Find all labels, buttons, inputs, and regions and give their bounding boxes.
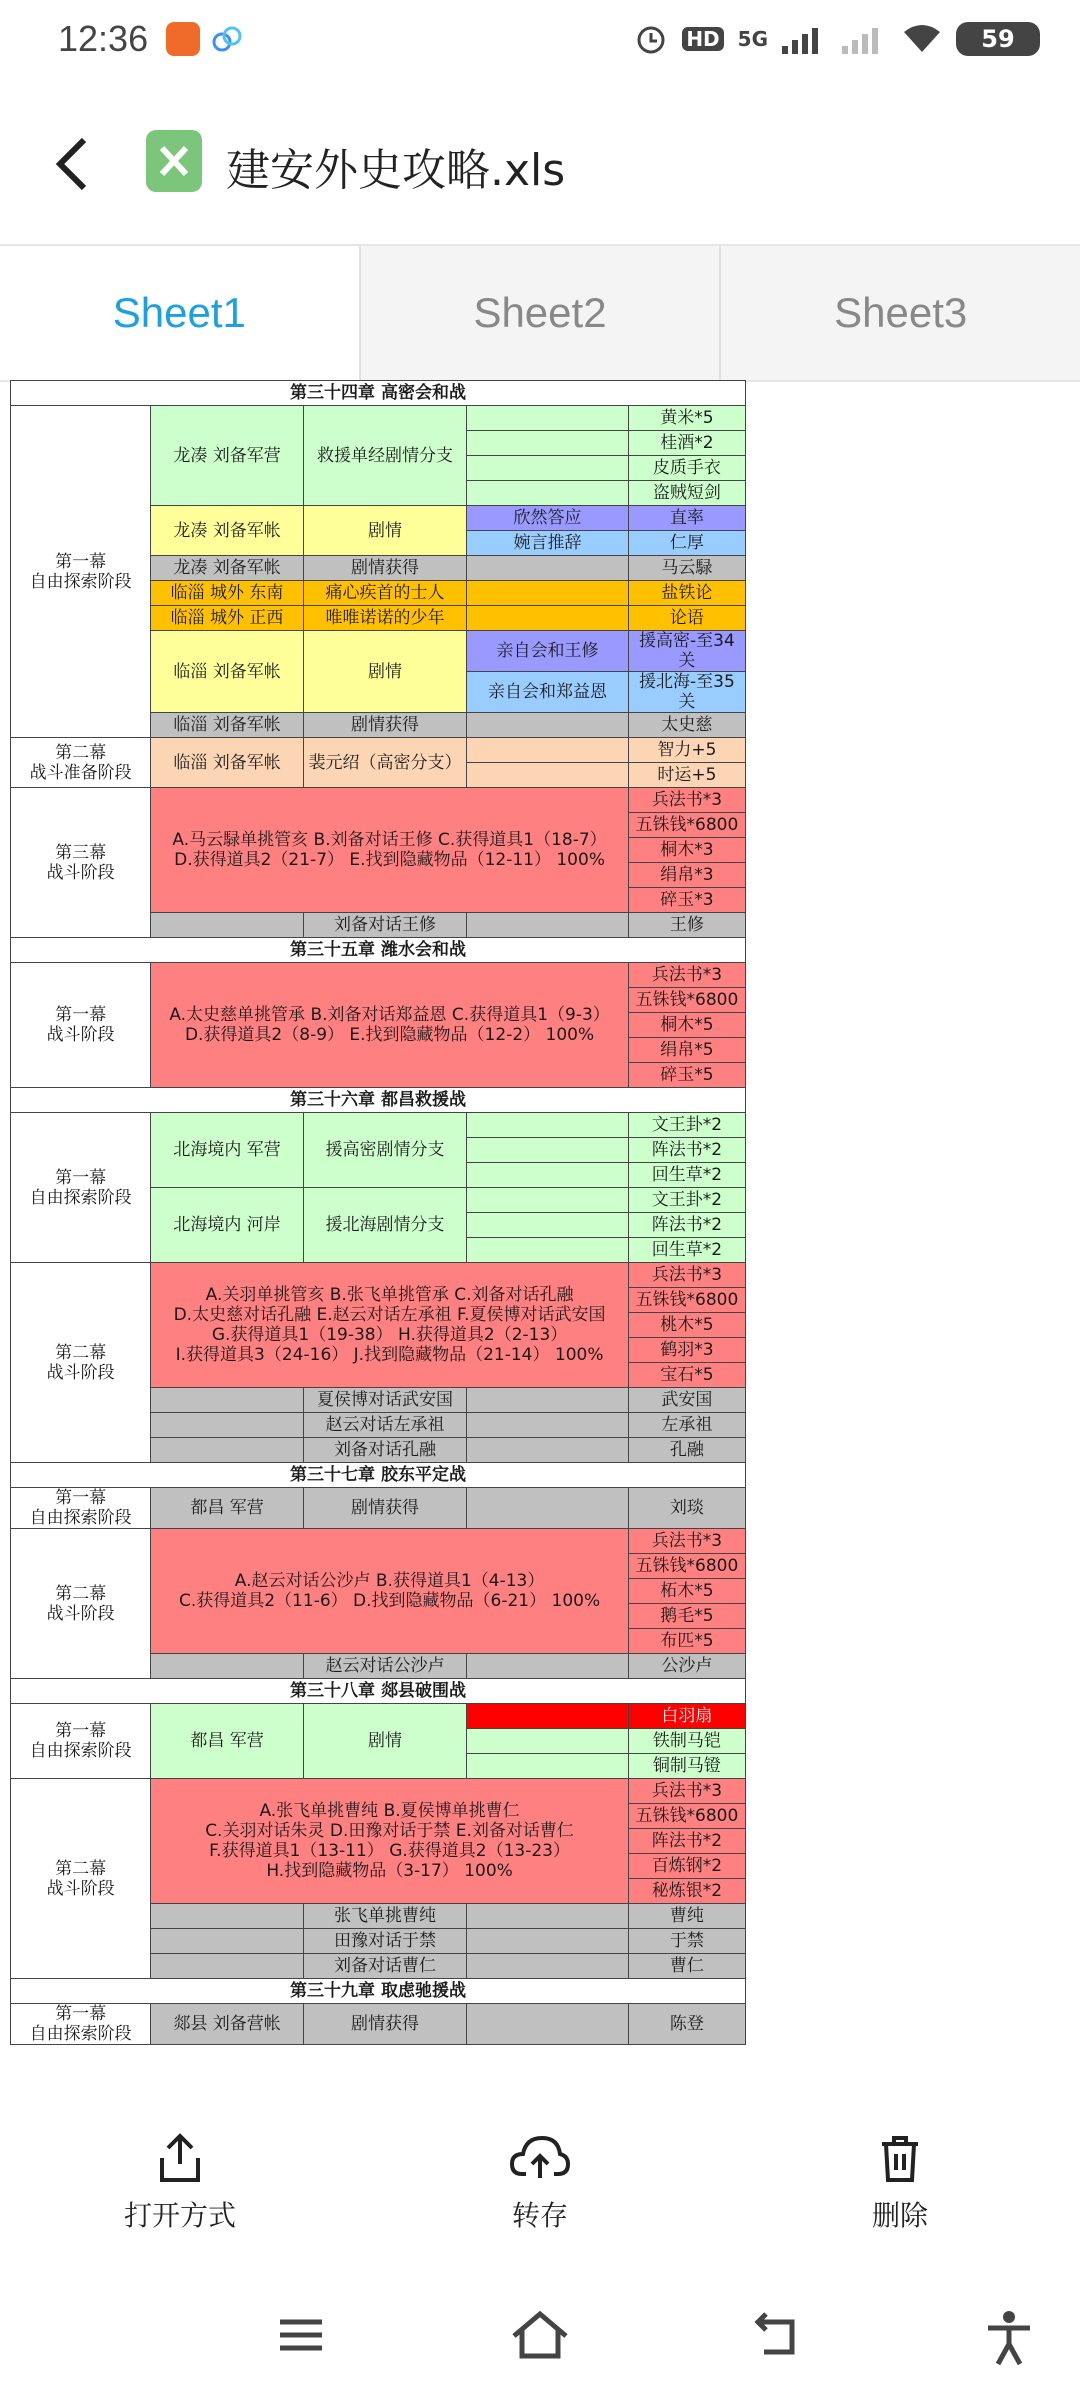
table-cell[interactable]: 第三十七章 胶东平定战: [11, 1463, 746, 1488]
table-cell[interactable]: 王修: [628, 913, 745, 938]
table-cell[interactable]: 文王卦*2: [628, 1188, 745, 1213]
table-cell[interactable]: 鹤羽*3: [628, 1338, 745, 1363]
table-cell[interactable]: [467, 1163, 629, 1188]
table-cell[interactable]: 阵法书*2: [628, 1138, 745, 1163]
table-cell[interactable]: 第三十五章 潍水会和战: [11, 938, 746, 963]
table-cell[interactable]: 马云騄: [628, 556, 745, 581]
table-cell[interactable]: 临淄 城外 正西: [151, 606, 303, 631]
table-cell[interactable]: [467, 1138, 629, 1163]
table-cell[interactable]: 痛心疾首的士人: [303, 581, 467, 606]
table-cell[interactable]: 都昌 军营: [151, 1488, 303, 1529]
sheet-tabs: [0, 244, 1080, 382]
save-to-label: 转存: [511, 2199, 568, 2232]
table-cell[interactable]: 剧情获得: [303, 1488, 467, 1529]
back-arrow-icon[interactable]: [50, 134, 94, 194]
table-cell[interactable]: 龙凑 刘备军帐: [151, 506, 303, 556]
table-cell[interactable]: 孔融: [628, 1438, 745, 1463]
table-cell[interactable]: [151, 1413, 303, 1438]
table-cell[interactable]: 五铢钱*6800: [628, 1804, 745, 1829]
table-cell[interactable]: 碎玉*5: [628, 1063, 745, 1088]
table-cell[interactable]: [467, 606, 629, 631]
table-cell[interactable]: 临淄 刘备军帐: [151, 738, 303, 788]
table-cell[interactable]: 五铢钱*6800: [628, 1288, 745, 1313]
table-cell[interactable]: 白羽扇: [628, 1704, 745, 1729]
table-cell[interactable]: 第一幕 战斗阶段: [11, 963, 151, 1088]
table-cell[interactable]: 援高密剧情分支: [303, 1113, 467, 1188]
table-cell[interactable]: [151, 1388, 303, 1413]
table-cell[interactable]: 左承祖: [628, 1413, 745, 1438]
table-cell[interactable]: 阵法书*2: [628, 1213, 745, 1238]
table-cell[interactable]: [467, 456, 629, 481]
table-cell[interactable]: 龙凑 刘备军营: [151, 406, 303, 506]
table-cell[interactable]: [467, 1729, 629, 1754]
table-cell[interactable]: 临淄 刘备军帐: [151, 631, 303, 713]
trash-icon: [876, 2132, 924, 2184]
status-icons: [634, 22, 1040, 56]
table-cell[interactable]: 临淄 城外 东南: [151, 581, 303, 606]
table-cell[interactable]: 赵云对话左承祖: [303, 1413, 467, 1438]
table-cell[interactable]: [467, 581, 629, 606]
table-cell[interactable]: 刘备对话孔融: [303, 1438, 467, 1463]
table-cell[interactable]: [467, 738, 629, 763]
table-cell[interactable]: 第二幕 战斗准备阶段: [11, 738, 151, 788]
table-cell[interactable]: [467, 406, 629, 431]
table-cell[interactable]: [467, 1654, 629, 1679]
table-cell[interactable]: 第一幕 自由探索阶段: [11, 406, 151, 738]
table-row: [11, 381, 746, 406]
table-cell[interactable]: 公沙卢: [628, 1654, 745, 1679]
baidu-netdisk-icon: [210, 22, 244, 56]
open-with-label: 打开方式: [123, 2199, 236, 2232]
table-cell[interactable]: 直率: [628, 506, 745, 531]
table-cell[interactable]: 第一幕 自由探索阶段: [11, 1704, 151, 1779]
table-cell[interactable]: 桐木*5: [628, 1013, 745, 1038]
table-cell[interactable]: 剧情获得: [303, 556, 467, 581]
table-cell[interactable]: 第二幕 战斗阶段: [11, 1529, 151, 1679]
table-cell[interactable]: A.关羽单挑管亥 B.张飞单挑管承 C.刘备对话孔融 D.太史慈对话孔融 E.赵云对话左承祖 F.夏侯博对话武安国 G.获得道具1（19-38） H.获得道具2（2-13） I.获得道具3（24-16） J.找到隐藏物品（21-14） 100%: [151, 1263, 628, 1388]
status-bar: [0, 0, 1080, 84]
table-cell[interactable]: 仁厚: [628, 531, 745, 556]
table-cell[interactable]: 智力+5: [628, 738, 745, 763]
cloud-upload-icon: [510, 2132, 570, 2184]
table-cell[interactable]: 回生草*2: [628, 1163, 745, 1188]
table-cell[interactable]: 张飞单挑曹纯: [303, 1904, 467, 1929]
table-cell[interactable]: [467, 1929, 629, 1954]
table-cell[interactable]: 皮质手衣: [628, 456, 745, 481]
table-cell[interactable]: 都昌 军营: [151, 1704, 303, 1779]
table-cell[interactable]: 黄米*5: [628, 406, 745, 431]
table-cell[interactable]: 欣然答应: [467, 506, 629, 531]
table-cell[interactable]: [467, 1704, 629, 1729]
table-cell[interactable]: 第一幕 自由探索阶段: [11, 1488, 151, 1529]
alarm-icon: [634, 22, 668, 56]
table-cell[interactable]: 刘备对话曹仁: [303, 1954, 467, 1979]
table-cell[interactable]: 时运+5: [628, 763, 745, 788]
table-cell[interactable]: 宝石*5: [628, 1363, 745, 1388]
table-cell[interactable]: 绢帛*5: [628, 1038, 745, 1063]
table-cell[interactable]: 第三幕 战斗阶段: [11, 788, 151, 938]
table-cell[interactable]: [151, 1954, 303, 1979]
table-cell[interactable]: [467, 1388, 629, 1413]
back-nav-icon[interactable]: [752, 2310, 804, 2360]
tab-sheet1[interactable]: Sheet1: [0, 246, 359, 380]
table-cell[interactable]: 剧情获得: [303, 2004, 467, 2045]
spreadsheet-table: [10, 380, 746, 2045]
table-cell[interactable]: 援北海-至35关: [628, 672, 745, 713]
table-cell[interactable]: 绢帛*3: [628, 863, 745, 888]
table-row: [11, 963, 746, 988]
table-cell[interactable]: 第三十六章 都昌救援战: [11, 1088, 746, 1113]
table-cell[interactable]: 碎玉*3: [628, 888, 745, 913]
table-cell[interactable]: 第三十九章 取虑驰援战: [11, 1979, 746, 2004]
table-cell[interactable]: 亲自会和郑益恩: [467, 672, 629, 713]
tab-sheet2[interactable]: Sheet2: [359, 246, 720, 380]
table-cell[interactable]: 武安国: [628, 1388, 745, 1413]
table-cell[interactable]: 布匹*5: [628, 1629, 745, 1654]
table-cell[interactable]: 铁制马铠: [628, 1729, 745, 1754]
table-cell[interactable]: [467, 431, 629, 456]
table-cell[interactable]: [467, 1413, 629, 1438]
table-cell[interactable]: 桐木*3: [628, 838, 745, 863]
table-cell[interactable]: 裴元绍（高密分支）: [303, 738, 467, 788]
table-cell[interactable]: A.赵云对话公沙卢 B.获得道具1（4-13） C.获得道具2（11-6） D.找到隐藏物品（6-21） 100%: [151, 1529, 628, 1654]
hd-icon: HD: [682, 27, 723, 51]
table-cell[interactable]: 兵法书*3: [628, 788, 745, 813]
signal-icon: [782, 24, 828, 54]
table-cell[interactable]: [467, 1438, 629, 1463]
tab-sheet3[interactable]: Sheet3: [719, 246, 1080, 380]
table-cell[interactable]: [467, 2004, 629, 2045]
table-cell[interactable]: 兵法书*3: [628, 1529, 745, 1554]
table-cell[interactable]: [467, 1904, 629, 1929]
table-cell[interactable]: 百炼钢*2: [628, 1854, 745, 1879]
table-row: [11, 1529, 746, 1554]
table-cell[interactable]: [467, 1113, 629, 1138]
table-row: [11, 1779, 746, 1804]
signal-2-icon: [842, 24, 888, 54]
table-row: [11, 938, 746, 963]
network-type: 5G: [737, 27, 768, 51]
table-cell[interactable]: 五铢钱*6800: [628, 813, 745, 838]
table-cell[interactable]: 剧情: [303, 1704, 467, 1779]
table-cell[interactable]: 第一幕 自由探索阶段: [11, 2004, 151, 2045]
table-cell[interactable]: [151, 1929, 303, 1954]
table-cell[interactable]: 兵法书*3: [628, 1263, 745, 1288]
table-cell[interactable]: 秘炼银*2: [628, 1879, 745, 1904]
table-row: [11, 1463, 746, 1488]
save-to-button[interactable]: [390, 2110, 690, 2270]
table-cell[interactable]: 阵法书*2: [628, 1829, 745, 1854]
table-cell[interactable]: 龙凑 刘备军帐: [151, 556, 303, 581]
table-row: [11, 1979, 746, 2004]
table-cell[interactable]: 亲自会和王修: [467, 631, 629, 672]
table-cell[interactable]: [151, 1654, 303, 1679]
table-cell[interactable]: 第三十八章 郯县破围战: [11, 1679, 746, 1704]
table-cell[interactable]: 援北海剧情分支: [303, 1188, 467, 1263]
menu-icon[interactable]: [276, 2310, 326, 2360]
share-icon: [156, 2132, 204, 2184]
notification-app-icon: [166, 22, 200, 56]
table-row: [11, 1088, 746, 1113]
table-cell[interactable]: 柘木*5: [628, 1579, 745, 1604]
table-cell[interactable]: 五铢钱*6800: [628, 988, 745, 1013]
table-cell[interactable]: 文王卦*2: [628, 1113, 745, 1138]
table-cell[interactable]: 唯唯诺诺的少年: [303, 606, 467, 631]
table-cell[interactable]: 曹纯: [628, 1904, 745, 1929]
table-cell[interactable]: 论语: [628, 606, 745, 631]
table-cell[interactable]: 第一幕 自由探索阶段: [11, 1113, 151, 1263]
table-row: [11, 1704, 746, 1729]
table-row: [11, 738, 746, 763]
table-cell[interactable]: [467, 1238, 629, 1263]
table-cell[interactable]: 太史慈: [628, 713, 745, 738]
table-cell[interactable]: 桂酒*2: [628, 431, 745, 456]
table-cell[interactable]: 临淄 刘备军帐: [151, 713, 303, 738]
bottom-action-bar: [0, 2110, 1080, 2270]
table-row: [11, 1263, 746, 1288]
delete-label: 删除: [871, 2199, 928, 2232]
table-cell[interactable]: [467, 913, 629, 938]
table-cell[interactable]: 北海境内 军营: [151, 1113, 303, 1188]
spreadsheet-view[interactable]: [10, 380, 748, 2105]
table-cell[interactable]: [151, 1438, 303, 1463]
table-cell[interactable]: 第三十四章 高密会和战: [11, 381, 746, 406]
delete-button[interactable]: [750, 2110, 1050, 2270]
excel-file-icon: [146, 130, 202, 192]
app-bar: [0, 108, 1080, 224]
open-with-button[interactable]: [30, 2110, 330, 2270]
table-cell[interactable]: 回生草*2: [628, 1238, 745, 1263]
table-cell[interactable]: 盗贼短剑: [628, 481, 745, 506]
table-cell[interactable]: [151, 1904, 303, 1929]
home-icon[interactable]: [510, 2310, 570, 2360]
table-cell[interactable]: [467, 1488, 629, 1529]
table-cell[interactable]: 兵法书*3: [628, 963, 745, 988]
table-row: [11, 1113, 746, 1138]
table-cell[interactable]: A.马云騄单挑管亥 B.刘备对话王修 C.获得道具1（18-7） D.获得道具2（21-7） E.找到隐藏物品（12-11） 100%: [151, 788, 628, 913]
table-cell[interactable]: [467, 763, 629, 788]
table-cell[interactable]: A.张飞单挑曹纯 B.夏侯博单挑曹仁 C.关羽对话朱灵 D.田豫对话于禁 E.刘备对话曹仁 F.获得道具1（13-11） G.获得道具2（13-23） H.找到隐藏物品（3-17） 100%: [151, 1779, 628, 1904]
table-cell[interactable]: 兵法书*3: [628, 1779, 745, 1804]
table-cell[interactable]: 剧情获得: [303, 713, 467, 738]
status-time: 12:36: [58, 18, 149, 59]
table-row: [11, 406, 746, 431]
wifi-icon: [902, 24, 942, 54]
table-cell[interactable]: 五铢钱*6800: [628, 1554, 745, 1579]
table-cell[interactable]: 郯县 刘备营帐: [151, 2004, 303, 2045]
system-nav-bar: [0, 2290, 1080, 2400]
table-cell[interactable]: 于禁: [628, 1929, 745, 1954]
table-cell[interactable]: 第二幕 战斗阶段: [11, 1263, 151, 1463]
battery-indicator: 59: [956, 22, 1040, 56]
accessibility-icon[interactable]: [984, 2310, 1034, 2366]
table-cell[interactable]: 桃木*5: [628, 1313, 745, 1338]
table-cell[interactable]: 援高密-至34关: [628, 631, 745, 672]
table-cell[interactable]: A.太史慈单挑管承 B.刘备对话郑益恩 C.获得道具1（9-3） D.获得道具2（8-9） E.找到隐藏物品（12-2） 100%: [151, 963, 628, 1088]
table-cell[interactable]: 铜制马镫: [628, 1754, 745, 1779]
file-title: 建安外史攻略.xls: [226, 145, 566, 196]
table-cell[interactable]: 鹅毛*5: [628, 1604, 745, 1629]
table-cell[interactable]: 剧情: [303, 506, 467, 556]
table-row: [11, 1679, 746, 1704]
table-cell[interactable]: 田豫对话于禁: [303, 1929, 467, 1954]
table-cell[interactable]: 夏侯博对话武安国: [303, 1388, 467, 1413]
table-cell[interactable]: 刘备对话王修: [303, 913, 467, 938]
table-cell[interactable]: [151, 913, 303, 938]
table-cell[interactable]: 盐铁论: [628, 581, 745, 606]
table-cell[interactable]: [467, 1954, 629, 1979]
table-cell[interactable]: 赵云对话公沙卢: [303, 1654, 467, 1679]
table-cell[interactable]: 刘琰: [628, 1488, 745, 1529]
table-cell[interactable]: 曹仁: [628, 1954, 745, 1979]
table-cell[interactable]: 陈登: [628, 2004, 745, 2045]
table-cell[interactable]: 婉言推辞: [467, 531, 629, 556]
table-cell[interactable]: 北海境内 河岸: [151, 1188, 303, 1263]
table-cell[interactable]: [467, 1213, 629, 1238]
table-cell[interactable]: [467, 713, 629, 738]
table-cell[interactable]: 剧情: [303, 631, 467, 713]
table-cell[interactable]: 救援单经剧情分支: [303, 406, 467, 506]
table-cell[interactable]: 第二幕 战斗阶段: [11, 1779, 151, 1979]
table-cell[interactable]: [467, 556, 629, 581]
table-row: [11, 788, 746, 813]
table-cell[interactable]: [467, 481, 629, 506]
table-cell[interactable]: [467, 1754, 629, 1779]
table-cell[interactable]: [467, 1188, 629, 1213]
